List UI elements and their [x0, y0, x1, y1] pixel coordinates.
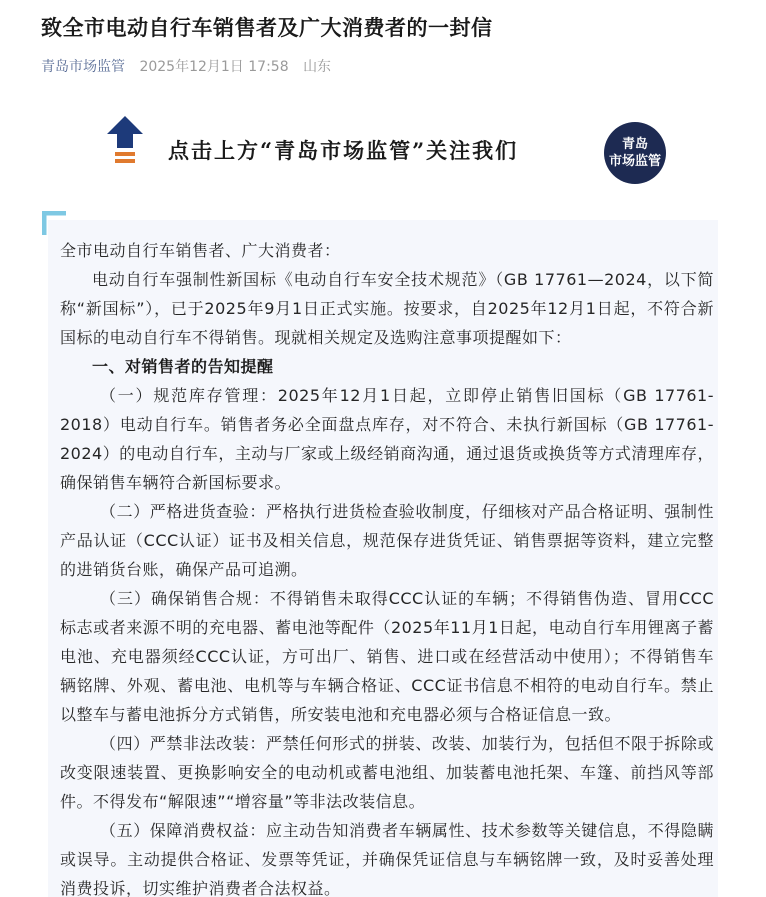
section-item-3: （三）确保销售合规：不得销售未取得CCC认证的车辆；不得销售伪造、冒用CCC标志或者来源不明的充电器、蓄电池等配件（2025年11月1日起，电动自行车用锂离子蓄电池、充电器须经CCC认证，方可出厂、销售、进口或在经营活动中使用）；不得销售车辆铭牌、外观、蓄电池、电机等与车辆合格证、CCC证书信息不相符的电动自行车。禁止以整车与蓄电池拆分方式销售，所安装电池和充电器必须与合格证信息一致。 — [60, 589, 714, 724]
section-heading: 一、对销售者的告知提醒 — [92, 357, 274, 376]
follow-slogan: 点击上方“青岛市场监管”关注我们 — [168, 138, 519, 163]
article-meta — [41, 56, 331, 78]
section-item-5: （五）保障消费权益：应主动告知消费者车辆属性、技术参数等关键信息，不得隐瞒或误导。主动提供合格证、发票等凭证，并确保凭证信息与车辆铭牌一致，及时妥善处理消费投诉，切实维护消费者合法权益。 — [60, 821, 714, 897]
section-item-2: （二）严格进货查验：严格执行进货检查验收制度，仔细核对产品合格证明、强制性产品认证（CCC认证）证书及相关信息，规范保存进货凭证、销售票据等资料，建立完整的进销货台账，确保产品可追溯。 — [60, 502, 714, 579]
letter-content — [60, 236, 714, 897]
letter-intro: 电动自行车强制性新国标《电动自行车安全技术规范》（GB 17761—2024，以下简称“新国标”），已于2025年9月1日正式实施。按要求，自2025年12月1日起，不符合新国标的电动自行车不得销售。现就相关规定及选购注意事项提醒如下： — [60, 270, 714, 347]
publish-time: 2025年12月1日 17:58 — [139, 59, 289, 75]
section-item-1: （一）规范库存管理：2025年12月1日起，立即停止销售旧国标（GB 17761-2018）电动自行车。销售者务必全面盘点库存，对不符合、未执行新国标（GB 17761-2024）的电动自行车，主动与厂家或上级经销商沟通，通过退货或换货等方式清理库存，确保销售车辆符合新国标要求。 — [60, 386, 714, 492]
logo-line-1: 青岛 — [621, 137, 648, 152]
section-item-4: （四）严禁非法改装：严禁任何形式的拼装、改装、加装行为，包括但不限于拆除或改变限速装置、更换影响安全的电动机或蓄电池组、加装蓄电池托架、车篷、前挡风等部件。不得发布“解限速”“增容量”等非法改装信息。 — [60, 734, 714, 811]
letter-greeting: 全市电动自行车销售者、广大消费者： — [60, 241, 341, 260]
account-logo — [604, 122, 666, 184]
corner-bracket-icon — [42, 211, 66, 235]
logo-line-2: 市场监管 — [608, 154, 661, 169]
publish-location: 山东 — [303, 59, 332, 75]
follow-banner[interactable] — [100, 114, 670, 192]
account-name-link[interactable]: 青岛市场监管 — [41, 59, 125, 75]
up-arrow-icon — [105, 116, 145, 168]
article-title: 致全市电动自行车销售者及广大消费者的一封信 — [41, 16, 493, 40]
